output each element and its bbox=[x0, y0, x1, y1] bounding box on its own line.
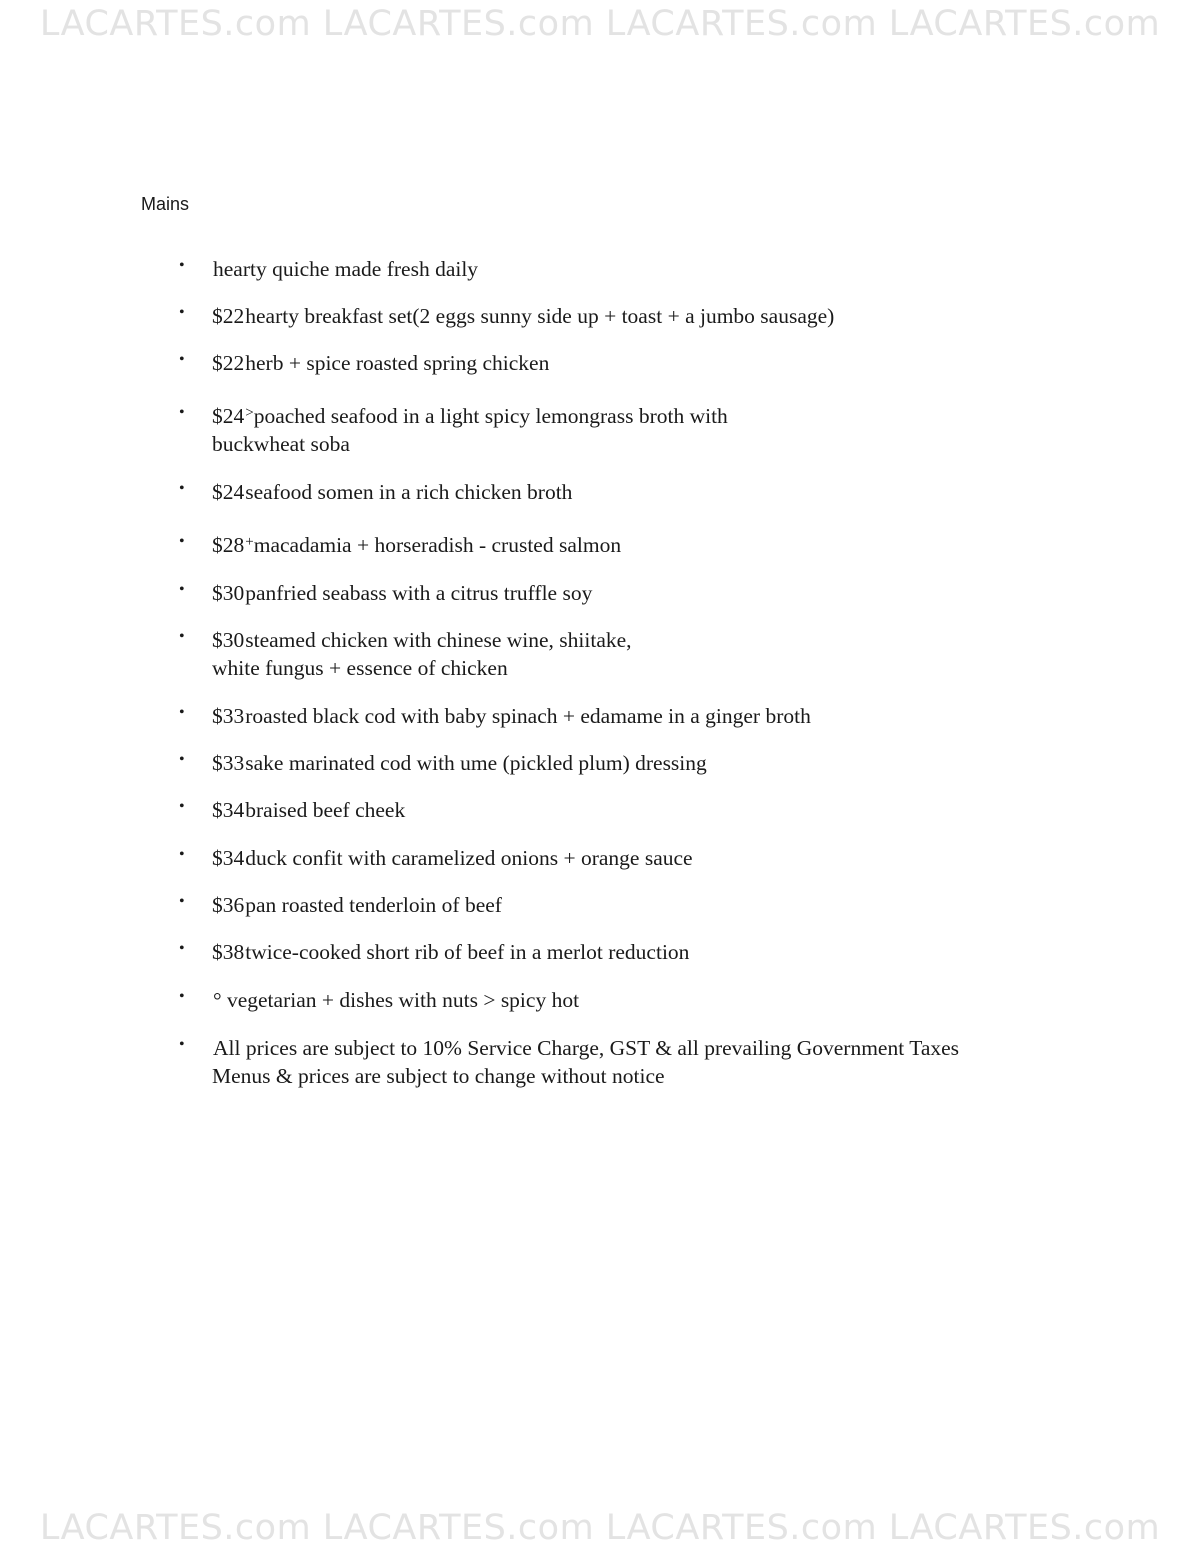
menu-item bbox=[179, 793, 1112, 824]
bullet-icon: • bbox=[179, 798, 185, 815]
menu-item bbox=[179, 935, 1112, 966]
item-price: $33 bbox=[212, 751, 245, 775]
disclaimer-text-continued: Menus & prices are subject to change without notice bbox=[212, 1064, 665, 1088]
item-price: $22 bbox=[212, 304, 245, 328]
item-name: pan roasted tenderloin of beef bbox=[245, 893, 502, 917]
bullet-icon: • bbox=[179, 581, 185, 598]
item-name: steamed chicken with chinese wine, shiitake, bbox=[245, 628, 632, 652]
watermark-top: LACARTES.com LACARTES.com LACARTES.com LACARTES.com bbox=[39, 4, 1161, 44]
bullet-icon: • bbox=[179, 940, 185, 957]
item-price: $30 bbox=[212, 628, 245, 652]
menu-item bbox=[179, 623, 1112, 682]
item-name: hearty quiche made fresh daily bbox=[213, 257, 479, 281]
bullet-icon: • bbox=[179, 988, 185, 1005]
item-name: panfried seabass with a citrus truffle soy bbox=[245, 581, 593, 605]
item-price: $24 bbox=[212, 480, 245, 504]
bullet-icon: • bbox=[179, 628, 185, 645]
menu-item bbox=[179, 841, 1112, 872]
disclaimer-text: All prices are subject to 10% Service Charge, GST & all prevailing Government Taxes bbox=[213, 1036, 960, 1060]
legend-text: ° vegetarian + dishes with nuts > spicy hot bbox=[213, 988, 580, 1012]
bullet-icon: • bbox=[179, 1036, 185, 1053]
item-marker: > bbox=[245, 405, 254, 421]
item-name: duck confit with caramelized onions + orange sauce bbox=[245, 846, 693, 870]
legend-note bbox=[179, 983, 1112, 1014]
item-name: roasted black cod with baby spinach + edamame in a ginger broth bbox=[245, 704, 811, 728]
item-price: $33 bbox=[212, 704, 245, 728]
bullet-icon: • bbox=[179, 404, 185, 421]
menu-item bbox=[179, 576, 1112, 607]
item-price: $22 bbox=[212, 351, 245, 375]
menu-item bbox=[179, 252, 1112, 283]
bullet-icon: • bbox=[179, 480, 185, 497]
menu-item bbox=[179, 346, 1112, 377]
bullet-icon: • bbox=[179, 533, 185, 550]
item-name: braised beef cheek bbox=[245, 798, 406, 822]
section-title: Mains bbox=[141, 194, 190, 214]
item-name: seafood somen in a rich chicken broth bbox=[245, 480, 573, 504]
item-name: sake marinated cod with ume (pickled plum) dressing bbox=[245, 751, 707, 775]
item-name-continued: buckwheat soba bbox=[212, 432, 350, 456]
item-price: $28 bbox=[212, 533, 245, 557]
menu-item bbox=[179, 299, 1112, 330]
menu-item bbox=[179, 399, 1112, 458]
item-price: $36 bbox=[212, 893, 245, 917]
item-name: macadamia + horseradish - crusted salmon bbox=[253, 533, 622, 557]
bullet-icon: • bbox=[179, 846, 185, 863]
item-price: $34 bbox=[212, 846, 245, 870]
bullet-icon: • bbox=[179, 257, 185, 274]
bullet-icon: • bbox=[179, 893, 185, 910]
menu-item bbox=[179, 888, 1112, 919]
item-price: $38 bbox=[212, 940, 245, 964]
item-price: $30 bbox=[212, 581, 245, 605]
item-name-continued: white fungus + essence of chicken bbox=[212, 656, 508, 680]
bullet-icon: • bbox=[179, 704, 185, 721]
bullet-icon: • bbox=[179, 304, 185, 321]
bullet-icon: • bbox=[179, 351, 185, 368]
menu-item bbox=[179, 746, 1112, 777]
watermark-bottom: LACARTES.com LACARTES.com LACARTES.com LACARTES.com bbox=[39, 1508, 1161, 1548]
item-price: $34 bbox=[212, 798, 245, 822]
menu-item bbox=[179, 475, 1112, 506]
item-name: herb + spice roasted spring chicken bbox=[245, 351, 550, 375]
price-disclaimer bbox=[179, 1031, 1112, 1090]
item-name: poached seafood in a light spicy lemongrass broth with bbox=[253, 404, 728, 428]
bullet-icon: • bbox=[179, 751, 185, 768]
item-name: twice-cooked short rib of beef in a merlot reduction bbox=[245, 940, 690, 964]
item-marker: + bbox=[245, 534, 254, 550]
item-price: $24 bbox=[212, 404, 245, 428]
menu-item bbox=[179, 528, 1112, 559]
item-name: hearty breakfast set(2 eggs sunny side up + toast + a jumbo sausage) bbox=[245, 304, 835, 328]
menu-item bbox=[179, 699, 1112, 730]
